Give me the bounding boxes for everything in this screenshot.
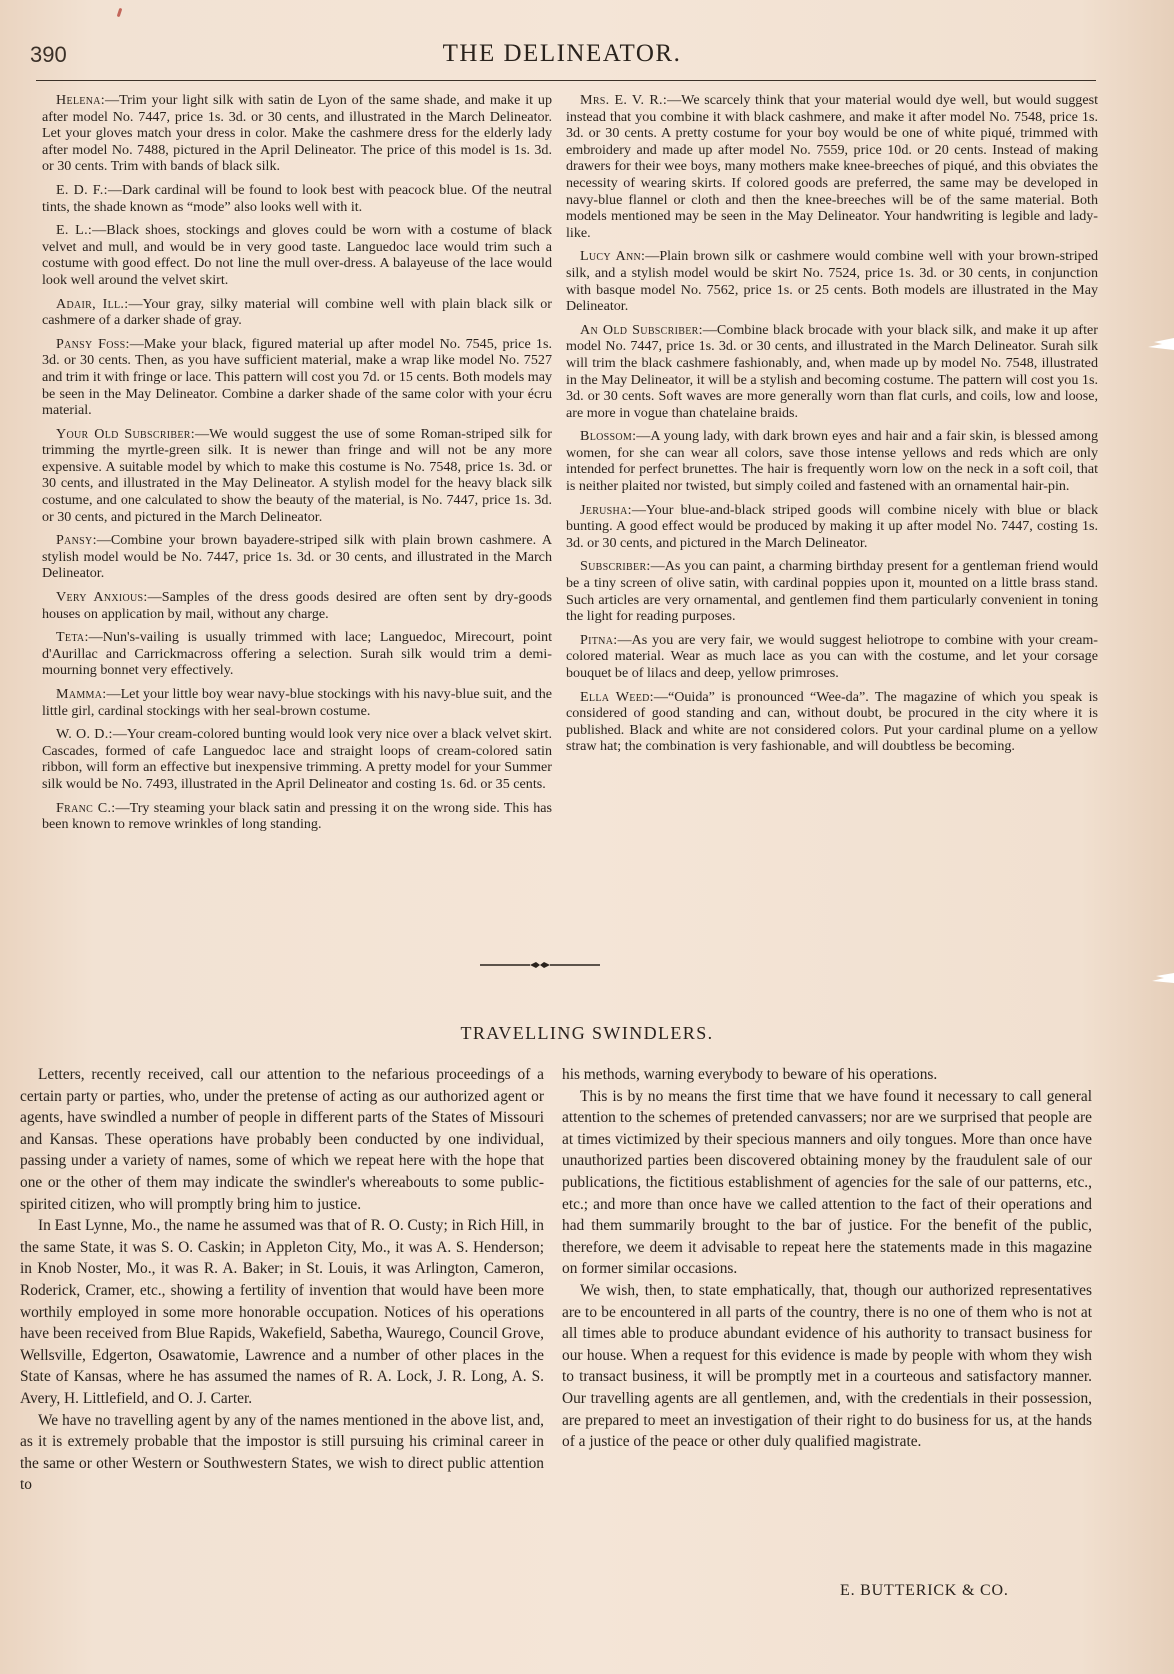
entry-text: —We would suggest the use of some Roman-striped silk for trimming the myrtle-green silk. It is newer than fringe and will not be any more expensive. A suitable model by which to make this costume is No. 7548, price 1s. 3d. or 30 cents, and illustrated in the May Delineator. A stylish model for the heavy black silk costume, and one calculated to show the beauty of the material, is No. 7447, price 1s. 3d. or 30 cents, and pictured in the March Delineator. <box>42 425 552 525</box>
article-paragraph: This is by no means the first time that we have found it necessary to call general attention to the schemes of pretended canvassers; nor are we surprised that people are at times victimized by their specious manners and oily tongues. More than once have unauthorized parties been discovered obtaining money by the fraudulent sale of our publications, the fictitious establishment of agencies for the sale of our patterns, etc., etc.; and more than once have we called attention to the fact of their operations and had them summarily brought to the bar of justice. For the benefit of the public, therefore, we deem it advisable to repeat here the statements made in this magazine on former similar occasions. <box>562 1087 1092 1278</box>
left-column-correspondence <box>42 92 552 840</box>
correspondent-name: Pansy: <box>56 532 97 549</box>
entry-text: —Combine black brocade with your black silk, and make it up after model No. 7447, price 1s. 3d. or 30 cents, and illustrated in the March Delineator. Surah silk will trim the black cashmere fashionably, and, when made up by model No. 7548, illustrated in the May Delineator, it will be a stylish and becoming costume. The pattern will cost you 1s. 3d. or 30 cents. Soft waves are more generally worn than flat curls, and coils, low and loose, are more in vogue than chatelaine braids. <box>566 321 1098 421</box>
article-paragraph: In East Lynne, Mo., the name he assumed was that of R. O. Custy; in Rich Hill, in the same State, it was S. O. Caskin; in Appleton City, Mo., it was A. S. Henderson; in Knob Noster, Mo., it was R. A. Baker; in St. Louis, it was Arlington, Cameron, Roderick, Cramer, etc., showing a fertility of invention that would have been more worthily employed in some more honorable occupation. Notices of his operations have been received from Blue Rapids, Wakefield, Sabetha, Waurego, Council Grove, Wellsville, Edgerton, Osawatomie, Lawrence and a number of other places in the State of Kansas, where he has assumed the names of R. A. Lock, J. R. Long, A. S. Avery, H. Littlefield, and O. J. Carter. <box>20 1217 544 1407</box>
correspondence-entry <box>42 92 552 175</box>
correspondence-entry <box>42 726 552 792</box>
correspondence-entry <box>42 532 552 582</box>
correspondent-name: Pansy Foss: <box>56 335 130 352</box>
correspondent-name: W. O. D.: <box>56 726 113 743</box>
correspondence-entry <box>566 248 1098 314</box>
correspondent-name: Lucy Ann: <box>580 248 646 265</box>
page-tear-mark <box>1144 336 1174 352</box>
page-header <box>30 38 1094 78</box>
entry-text: —Make your black, figured material up after model No. 7545, price 1s. 3d. or 30 cents. Then, as you have sufficient material, make a wrap like model No. 7527 and trim it with fringe or lace. This pattern will cost you 7d. or 15 cents. Both models may be seen in the May Delineator. Combine a darker shade of the same color with your écru material. <box>42 335 552 419</box>
entry-text: —A young lady, with dark brown eyes and hair and a fair skin, is blessed among women, for she can wear all colors, save those intense yellows and reds which are only intended for perfect brunettes. The hair is frequently worn low on the neck in a soft coil, that is neither plaited nor twisted, but simply coiled and fastened with an ornamental hair-pin. <box>566 428 1098 495</box>
entry-text: —“Ouida” is pronounced “Wee-da”. The magazine of which you speak is considered of good standing and can, without doubt, be procured in the city where it is published. Black and white are not considered colors. Put your cardinal plume on a yellow straw hat; the combination is very fashionable, and will doubtless be becoming. <box>566 688 1098 755</box>
correspondence-entry <box>42 589 552 622</box>
article-paragraph: his methods, warning everybody to beware of his operations. <box>562 1066 938 1083</box>
correspondent-name: Subscriber: <box>580 558 651 575</box>
correspondent-name: Teta: <box>56 629 89 646</box>
correspondence-entry <box>566 92 1098 241</box>
entry-text: —Combine your brown bayadere-striped silk with plain brown cashmere. A stylish model would be No. 7447, price 1s. 3d. or 30 cents, and illustrated in the March Delineator. <box>42 532 552 582</box>
article-left-column <box>20 1064 544 1496</box>
section-divider-ornament <box>480 960 600 970</box>
correspondent-name: Helena: <box>56 92 105 108</box>
entry-text: —Black shoes, stockings and gloves could be worn with a costume of black velvet and mull, and would be in very good taste. Languedoc lace would trim such a costume with good effect. Do not line the mull over-dress. A balayeuse of the lace would look well around the velvet skirt. <box>42 222 552 288</box>
page-number: 390 <box>30 42 67 67</box>
correspondent-name: Pitna: <box>580 631 618 648</box>
correspondence-entry <box>42 336 552 419</box>
entry-text: —We scarcely think that your material would dye well, but would suggest instead that you combine it with black cashmere, and make it after model No. 7548, price 1s. 3d. or 30 cents. A pretty costume for your boy would be one of white piqué, trimmed with embroidery and made up after model No. 7559, price 10d. or 20 cents. Instead of making drawers for their wee boys, many mothers make knee-breeches of piqué, and this obviates the necessity of wearing skirts. If colored goods are preferred, the same may be developed in navy-blue flannel or cloth and then the knee-breeches will be of the same material. Both models mentioned may be seen in the May Delineator. Your handwriting is legible and lady-like. <box>566 92 1098 241</box>
entry-text: —Samples of the dress goods desired are often sent by dry-goods houses on application by mail, without any charge. <box>42 589 552 622</box>
article-paragraph: Letters, recently received, call our attention to the nefarious proceedings of a certain party or parties, who, under the pretense of acting as our authorized agent or agents, have swindled a number of people in different parts of the States of Missouri and Kansas. These operations have probably been conducted by one individual, passing under a variety of names, some of which we repeat here with the hope that one or the other of them may indicate the swindler's whereabouts to some public-spirited citizen, who will promptly bring him to justice. <box>20 1066 544 1213</box>
article-paragraph: We have no travelling agent by any of the names mentioned in the above list, and, as it is extremely probable that the impostor is still pursuing his criminal career in the same or other Western or Southwestern States, we wish to direct public attention to <box>20 1411 544 1494</box>
correspondent-name: An Old Subscriber: <box>580 321 703 338</box>
header-rule <box>36 80 1096 81</box>
correspondent-name: Mamma: <box>56 686 107 702</box>
entry-text: —Dark cardinal will be found to look best with peacock blue. Of the neutral tints, the shade known as “mode” also looks well with it. <box>42 181 553 215</box>
article-signature: E. BUTTERICK & CO. <box>840 1582 1009 1599</box>
correspondence-entry <box>566 632 1098 682</box>
ink-smudge <box>117 8 123 17</box>
correspondence-entry <box>42 800 552 833</box>
correspondent-name: Your Old Subscriber: <box>56 425 195 442</box>
correspondence-entry <box>566 428 1098 494</box>
correspondence-entry <box>42 629 552 679</box>
correspondent-name: Adair, Ill.: <box>56 295 129 312</box>
right-column-correspondence <box>566 92 1098 762</box>
correspondent-name: Blossom: <box>580 428 637 445</box>
article-paragraph: We wish, then, to state emphatically, that, though our authorized representatives are to be encountered in all parts of the country, there is no one of them who is not at all times able to produce abundant evidence of his authority to transact business for our house. When a request for this evidence is made by people with whom they wish to transact business, it will be promptly met in a courteous and satisfactory manner. Our travelling agents are all gentlemen, and, with the credentials in their possession, are prepared to meet an investigation of their right to do business for us, at the hands of a justice of the peace or other duly qualified magistrate. <box>562 1281 1092 1451</box>
entry-text: —Plain brown silk or cashmere would combine well with your brown-striped silk, and a stylish model would be skirt No. 7524, price 1s. 3d. or 30 cents, in conjunction with basque model No. 7562, price 1s. or 25 cents. Both models are illustrated in the May Delineator. <box>566 248 1098 315</box>
entry-text: —As you are very fair, we would suggest heliotrope to combine with your cream-colored material. Wear as much lace as you can with the costume, and let your corsage bouquet be of lilacs and deep, yellow primroses. <box>566 631 1098 681</box>
correspondence-entry <box>566 689 1098 755</box>
correspondence-entry <box>566 322 1098 422</box>
entry-text: —Your blue-and-black striped goods will combine nicely with blue or black bunting. A good effect would be produced by making it up after model No. 7447, costing 1s. 3d. or 30 cents, and pictured in the March Delineator. <box>566 501 1098 551</box>
correspondence-entry <box>566 502 1098 552</box>
entry-text: —Nun's-vailing is usually trimmed with lace; Languedoc, Mirecourt, point d'Aurillac and Carrickmacross offering a selection. Surah silk would trim a demi-mourning bonnet very effectively. <box>42 629 552 679</box>
correspondent-name: Jerusha: <box>580 501 632 518</box>
magazine-title: THE DELINEATOR. <box>442 40 682 67</box>
page-tear-mark <box>1144 970 1174 986</box>
entry-text: —Try steaming your black satin and pressing it on the wrong side. This has been known to remove wrinkles of long standing. <box>42 799 552 833</box>
correspondence-entry <box>42 426 552 526</box>
correspondent-name: E. D. F.: <box>56 181 108 198</box>
correspondent-name: Very Anxious: <box>56 589 148 606</box>
article-title: TRAVELLING SWINDLERS. <box>460 1023 714 1043</box>
entry-text: —Your cream-colored bunting would look very nice over a black velvet skirt. Cascades, formed of cafe Languedoc lace and straight loops of cream-colored satin ribbon, will form an effective but inexpensive trimming. A pretty model for your Summer silk would be No. 7493, illustrated in the April Delineator and costing 1s. 6d. or 35 cents. <box>42 726 552 792</box>
correspondent-name: E. L.: <box>56 222 93 239</box>
article-right-column <box>562 1064 1092 1453</box>
correspondence-entry <box>42 222 552 288</box>
entry-text: —Let your little boy wear navy-blue stockings with his navy-blue suit, and the little girl, cardinal stockings with her seal-brown costume. <box>42 686 552 719</box>
correspondence-entry <box>42 182 552 215</box>
correspondent-name: Ella Weed: <box>580 688 654 705</box>
correspondence-entry <box>42 296 552 329</box>
correspondent-name: Mrs. E. V. R.: <box>580 92 668 108</box>
correspondence-entry <box>566 558 1098 624</box>
entry-text: —As you can paint, a charming birthday present for a gentleman friend would be a tiny screen of olive satin, with cardinal poppies upon it, mounted on a little brass stand. Such articles are very ornamental, and gentlemen find them particularly convenient in toning the light for reading purposes. <box>566 558 1098 625</box>
correspondent-name: Franc C.: <box>56 799 116 816</box>
entry-text: —Trim your light silk with satin de Lyon of the same shade, and make it up after model No. 7447, price 1s. 3d. or 30 cents, and illustrated in the March Delineator. Let your gloves match your dress in color. Make the cashmere dress for the elderly lady after model No. 7488, pictured in the April Delineator. The price of this model is 1s. 3d. or 30 cents. Trim with bands of black silk. <box>42 92 552 175</box>
entry-text: —Your gray, silky material will combine well with plain black silk or cashmere of a darker shade of gray. <box>42 295 552 329</box>
correspondence-entry <box>42 686 552 719</box>
